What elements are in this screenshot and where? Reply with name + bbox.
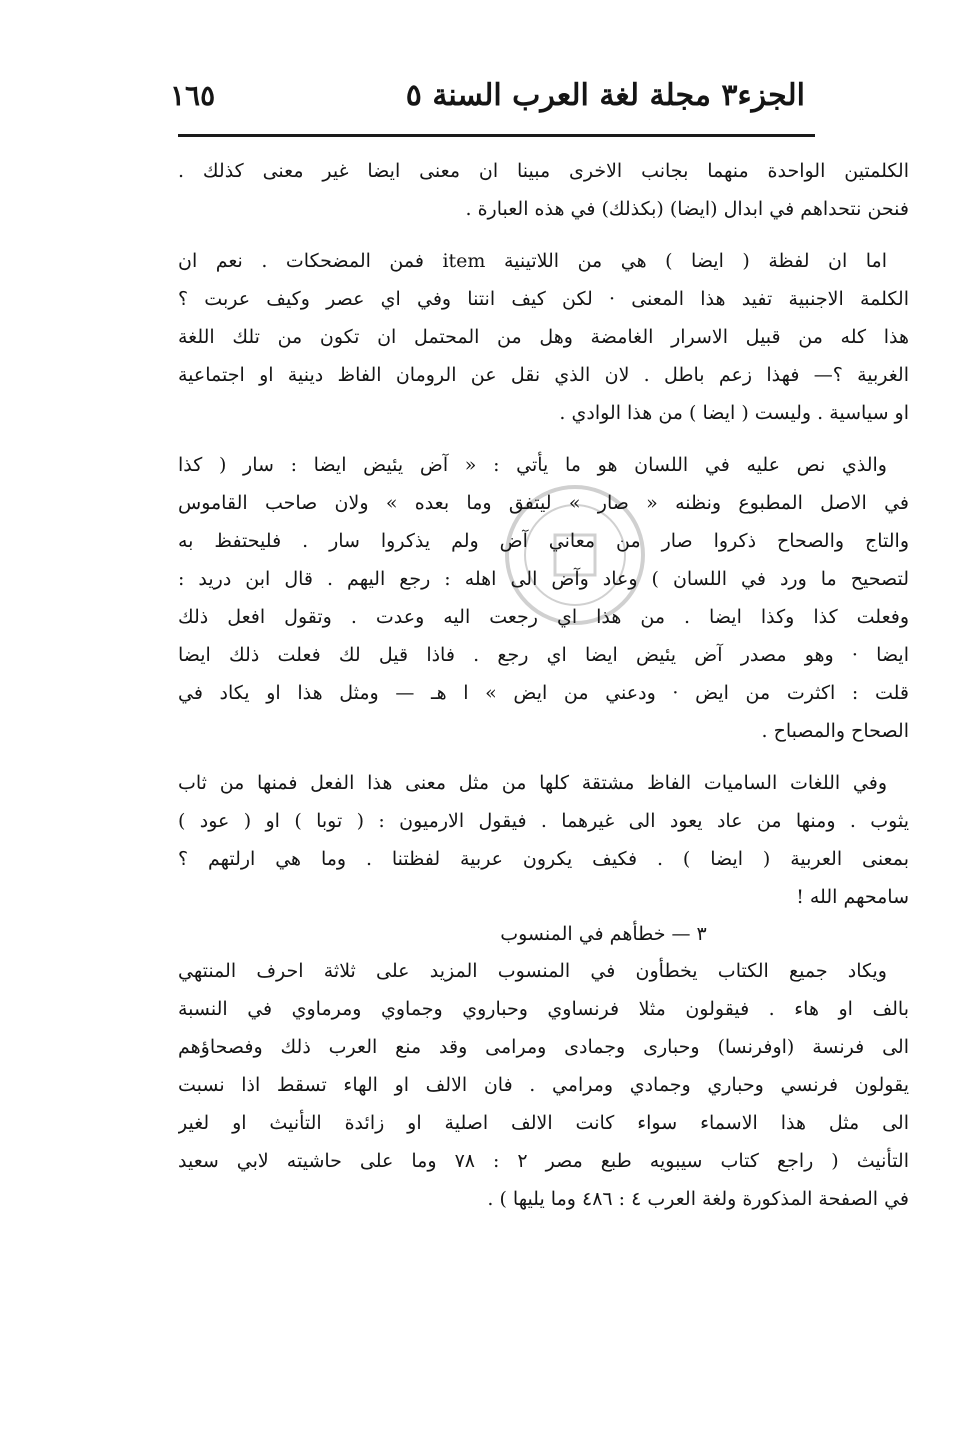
paragraph-gap [178, 228, 909, 242]
paragraph-gap [178, 750, 909, 764]
paragraph-gap [178, 432, 909, 446]
text-line: اما ان لفظة ( ايضا ) هي من اللاتينية item فمن المضحكات . نعم ان [178, 250, 888, 272]
text-line: الكلمتين الواحدة منهما بجانب الاخرى مبينا ان معنى ايضا غير معنى كذلك . [178, 160, 909, 182]
text-line: بمعنى العربية ( ايضا ) . فكيف يكرون عربية لفظتنا . وما هي ارلتهم ؟ [178, 848, 909, 870]
text-line: قلت : اكثرت من ايض · ودعني من ايض » ا هـ — ومثل هذا او يكاد في [178, 682, 909, 704]
section-heading: ٣ — خطأهم في المنسوب [500, 923, 707, 945]
text-line: لتصحيح ما ورد في اللسان ) وعاد وآض الى اهله : رجع اليهم . قال ابن دريد : [178, 568, 909, 590]
text-line: والذي نص عليه في اللسان هو ما يأتي : « آض يئيض ايضا : سار ( كذا [178, 454, 887, 476]
running-head: الجزء٣ مجلة لغة العرب السنة ٥ [405, 77, 805, 113]
text-line: الصحاح والمصباح . [761, 720, 909, 742]
paragraphs-part-1 [178, 152, 909, 916]
page-number: ١٦٥ [170, 78, 216, 112]
paragraphs-part-2 [178, 952, 909, 1218]
text-line: فنحن نتحداهم في ابدال (ايضا) (بكذلك) في هذه العبارة . [465, 198, 909, 220]
text-line: في الاصل المطبوع ونظنه « صار » ليتفق وما بعده » ولان صاحب القاموس [178, 492, 909, 514]
header-rule [178, 134, 815, 137]
article-body [178, 152, 909, 1218]
text-line: والتاج والصحاح ذكروا صار من معاني آض ولم يذكروا سار . فليحتفظ به [178, 530, 909, 552]
text-line: يقولون فرنسي وحباري وجمادي ومرامي . فان الالف او الهاء تسقط اذا نسبت [178, 1074, 909, 1096]
page-header [170, 68, 805, 122]
text-line: بالف او هاء . فيقولون مثلا فرنساوي وحباروي وجماوي ومرماوي في النسبة [178, 998, 909, 1020]
text-line: الكلمة الاجنبية تفيد هذا المعنى · لكن كيف انتنا وفي اي عصر وكيف عربت ؟ [178, 288, 909, 310]
text-line: الى فرنسة (اوفرنسا) وحبارى وجمادى ومرامى وقد منع العرب ذلك وفصحاؤهم [178, 1036, 909, 1058]
text-line: وفعلت كذا وكذا ايضا . من هذا اي رجعت اليه وعدت . وتقول افعل ذلك [178, 606, 909, 628]
text-line: يثوب . ومنها من عاد يعود الى غيرهما . فيقول الارميون : ( توبا ) او ( عود ) [178, 810, 909, 832]
text-line: او سياسية . وليست ( ايضا ) من هذا الوادي . [559, 402, 909, 424]
text-line: الغربية ؟— فهذا زعم باطل . لان الذي نقل عن الرومان الفاظ دينية او اجتماعية [178, 364, 909, 386]
text-line: ويكاد جميع الكتاب يخطأون في المنسوب المزيد على ثلاثة احرف المنتهي [178, 960, 887, 982]
text-line: ايضا · وهو مصدر آض يئيض ايضا اي رجع . فاذا قيل لك فعلت ذلك ايضا [178, 644, 909, 666]
text-line: وفي اللغات الساميات الفاظ مشتقة كلها من مثل معنى هذا الفعل فمنها من ثاب [178, 772, 887, 794]
text-line: في الصفحة المذكورة ولغة العرب ٤ : ٤٨٦ وما يليها ) . [487, 1188, 909, 1210]
text-line: سامحهم الله ! [796, 886, 909, 908]
text-line: الى مثل هذا الاسماء سواء كانت الالف اصلية او زائدة التأنيث او لغير [178, 1112, 909, 1134]
text-line: التأنيث ( راجع كتاب سيبويه طبع مصر ٢ : ٧٨ وما على حاشيته لابي سعيد [178, 1150, 909, 1172]
text-line: هذا كله من قبيل الاسرار الغامضة وهل من المحتمل ان تكون من تلك اللغة [178, 326, 909, 348]
